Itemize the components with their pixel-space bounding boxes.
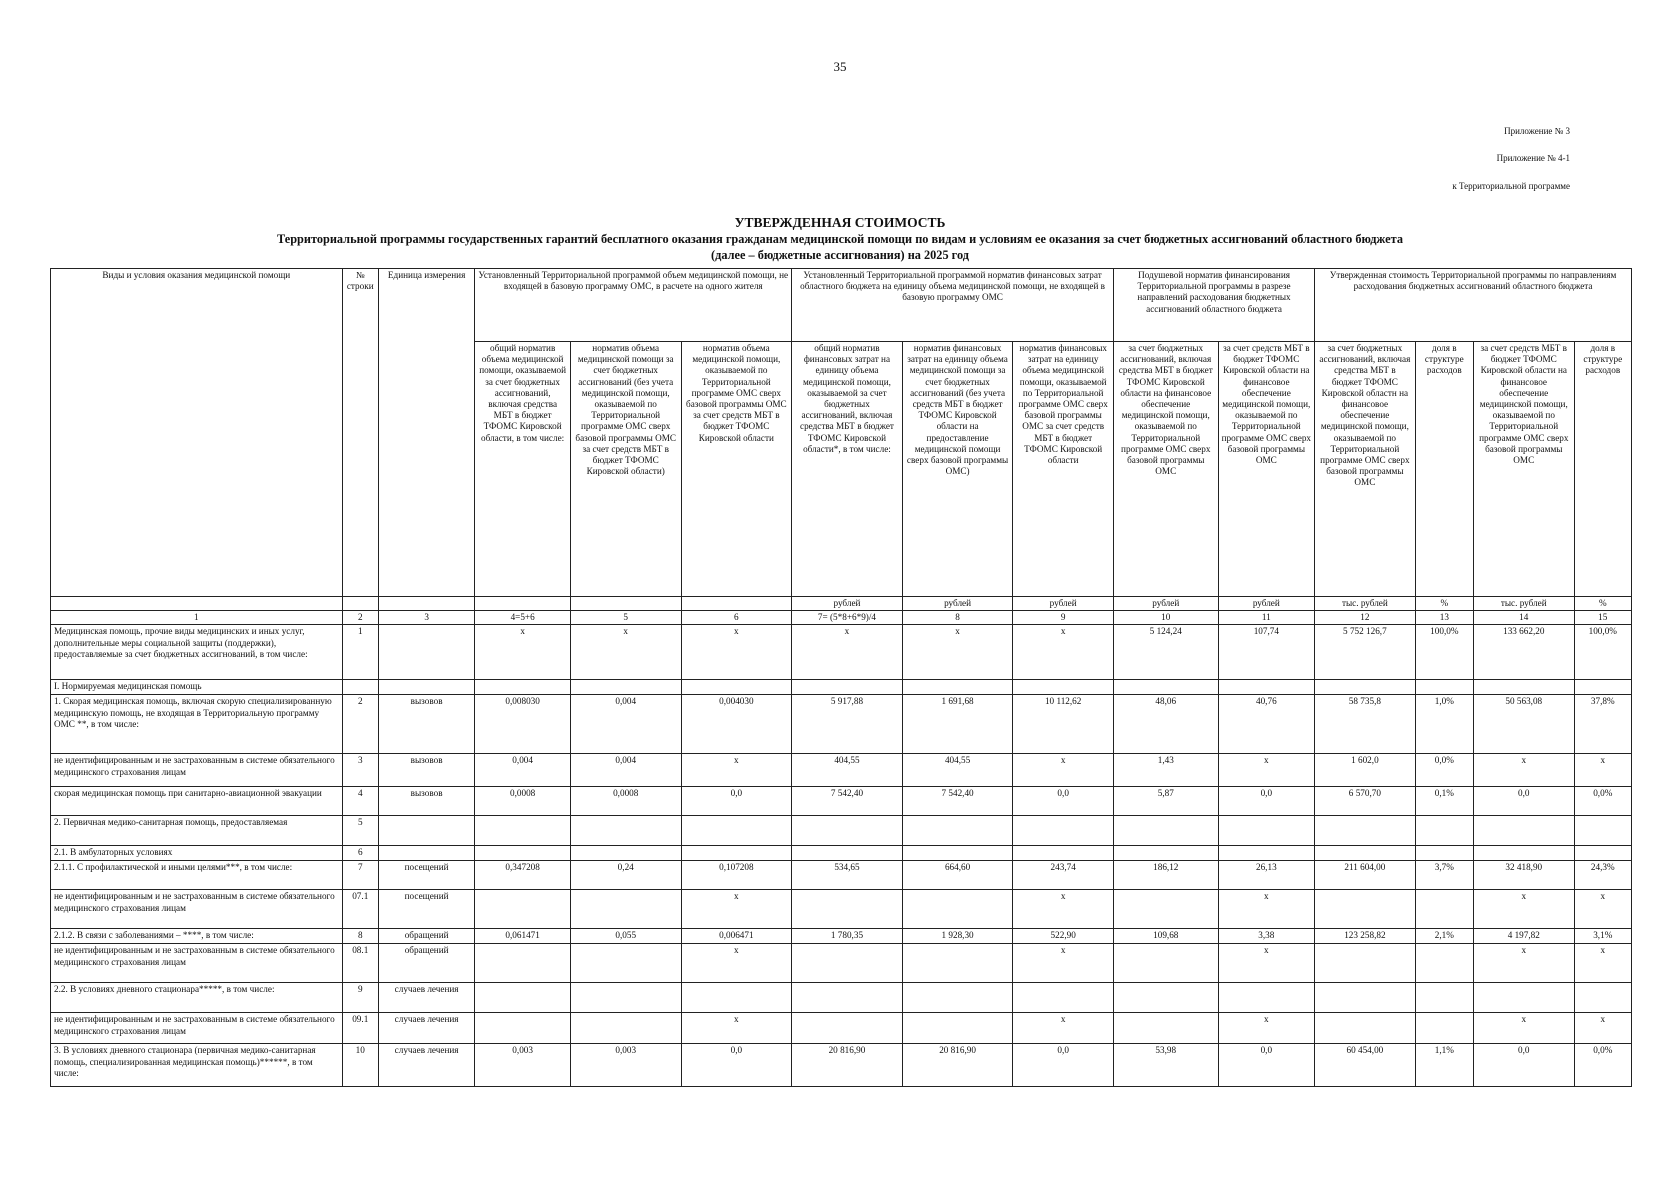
table-cell: x <box>1574 1013 1631 1044</box>
title-line-2: Территориальной программы государственных гарантий бесплатного оказания гражданам медицинской помощи по видам и условиям ее оказания за счет бюджетных ассигнований областного бюджета <box>277 232 1403 246</box>
table-cell: x <box>1218 1013 1315 1044</box>
header-cell: № строки <box>342 269 378 597</box>
cost-table <box>50 268 1632 1087</box>
table-cell <box>1415 846 1473 861</box>
table-cell <box>681 680 792 695</box>
unit-cell: рублей <box>1218 597 1315 611</box>
row-label: 2. Первичная медико-санитарная помощь, предоставляемая <box>51 816 343 846</box>
table-cell: x <box>1574 890 1631 929</box>
table-cell: 5 752 126,7 <box>1315 625 1416 680</box>
table-cell <box>792 680 903 695</box>
table-cell: 243,74 <box>1013 861 1114 890</box>
table-cell: 6 570,70 <box>1315 787 1416 816</box>
header-row-groups <box>51 269 1632 342</box>
unit-cell <box>475 597 571 611</box>
column-number: 8 <box>902 611 1013 625</box>
table-cell <box>1473 983 1574 1013</box>
table-cell: 133 662,20 <box>1473 625 1574 680</box>
table-cell: 32 418,90 <box>1473 861 1574 890</box>
unit-cell: тыс. рублей <box>1473 597 1574 611</box>
table-cell: 0,0 <box>681 1044 792 1087</box>
table-cell <box>902 983 1013 1013</box>
table-cell: 0,0 <box>1218 787 1315 816</box>
table-cell: x <box>475 625 571 680</box>
table-cell <box>1415 944 1473 983</box>
table-cell: 0,24 <box>570 861 681 890</box>
table-cell <box>1473 846 1574 861</box>
table-cell: обращений <box>378 929 475 944</box>
row-label: не идентифицированным и не застрахованным в системе обязательного медицинского страхования лицам <box>51 1013 343 1044</box>
table-cell: x <box>1013 944 1114 983</box>
table-cell: 0,0008 <box>570 787 681 816</box>
table-cell <box>475 944 571 983</box>
table-cell: x <box>1013 1013 1114 1044</box>
table-cell: x <box>1013 890 1114 929</box>
table-cell: 37,8% <box>1574 695 1631 754</box>
table-cell <box>681 846 792 861</box>
table-cell: посещений <box>378 890 475 929</box>
table-cell: 0,003 <box>570 1044 681 1087</box>
table-cell: посещений <box>378 861 475 890</box>
row-label: 3. В условиях дневного стационара (первичная медико-санитарная помощь, специализированная медицинская помощь)******, в том числе: <box>51 1044 343 1087</box>
table-cell <box>1315 890 1416 929</box>
table-cell: x <box>1218 890 1315 929</box>
table-cell: 4 <box>342 787 378 816</box>
unit-cell: % <box>1415 597 1473 611</box>
column-number: 5 <box>570 611 681 625</box>
table-cell <box>570 680 681 695</box>
table-cell: обращений <box>378 944 475 983</box>
subheader-cell: за счет средств МБТ в бюджет ТФОМС Кировской области на финансовое обеспечение медицинской помощи, оказываемой по Территориальной программе ОМС сверх базовой программы ОМС <box>1473 342 1574 597</box>
table-cell <box>1315 680 1416 695</box>
table-cell <box>792 983 903 1013</box>
table-cell <box>1415 983 1473 1013</box>
units-row <box>51 597 1632 611</box>
table-cell: 9 <box>342 983 378 1013</box>
unit-cell <box>342 597 378 611</box>
table-cell <box>475 983 571 1013</box>
appendix-line: Приложение № 4-1 <box>1496 153 1570 163</box>
table-cell <box>378 846 475 861</box>
table-cell <box>378 816 475 846</box>
table-cell: 6 <box>342 846 378 861</box>
table-cell: x <box>570 625 681 680</box>
table-cell: 123 258,82 <box>1315 929 1416 944</box>
table-row <box>51 680 1632 695</box>
table-cell <box>902 816 1013 846</box>
table-row <box>51 861 1632 890</box>
table-row <box>51 787 1632 816</box>
table-cell: 0,004 <box>475 754 571 787</box>
table-cell: 7 <box>342 861 378 890</box>
table-cell <box>1415 680 1473 695</box>
table-body <box>51 625 1632 1087</box>
row-label: не идентифицированным и не застрахованным в системе обязательного медицинского страхования лицам <box>51 890 343 929</box>
table-cell <box>570 983 681 1013</box>
table-cell: x <box>1218 944 1315 983</box>
table-cell <box>1574 983 1631 1013</box>
unit-cell <box>378 597 475 611</box>
table-cell: x <box>1574 754 1631 787</box>
table-cell: 2,1% <box>1415 929 1473 944</box>
table-cell: 0,004030 <box>681 695 792 754</box>
column-number-row <box>51 611 1632 625</box>
table-cell <box>1415 890 1473 929</box>
table-cell <box>570 890 681 929</box>
subheader-cell: общий норматив финансовых затрат на единицу объема медицинской помощи, оказываемой за счет бюджетных ассигнований, включая средства МБТ в бюджет ТФОМС Кировской области*, в том числе: <box>792 342 903 597</box>
table-cell: 20 816,90 <box>902 1044 1013 1087</box>
table-cell: 40,76 <box>1218 695 1315 754</box>
table-cell: 5 <box>342 816 378 846</box>
table-cell <box>378 625 475 680</box>
table-cell: вызовов <box>378 787 475 816</box>
table-cell: 1,0% <box>1415 695 1473 754</box>
table-cell <box>570 846 681 861</box>
row-label: Медицинская помощь, прочие виды медицинских и иных услуг, дополнительные меры социальной защиты (поддержки), предоставляемые за счет бюджетных ассигнований, в том числе: <box>51 625 343 680</box>
table-cell: 522,90 <box>1013 929 1114 944</box>
table-cell <box>1315 816 1416 846</box>
table-cell <box>1473 816 1574 846</box>
table-cell <box>1013 816 1114 846</box>
table-cell <box>1574 680 1631 695</box>
table-cell <box>378 680 475 695</box>
table-cell: 2 <box>342 695 378 754</box>
table-cell: 404,55 <box>792 754 903 787</box>
table-cell: 3,7% <box>1415 861 1473 890</box>
table-cell <box>1315 1013 1416 1044</box>
column-number: 3 <box>378 611 475 625</box>
table-cell <box>1218 846 1315 861</box>
table-cell: 0,0 <box>1218 1044 1315 1087</box>
table-cell <box>1113 983 1218 1013</box>
table-cell: x <box>681 1013 792 1044</box>
table-cell: 10 112,62 <box>1013 695 1114 754</box>
table-cell: 0,1% <box>1415 787 1473 816</box>
header-group: Подушевой норматив финансирования Территориальной программы в разрезе направлений расходования бюджетных ассигнований областного бюджета <box>1113 269 1314 342</box>
column-number: 6 <box>681 611 792 625</box>
table-cell: 09.1 <box>342 1013 378 1044</box>
column-number: 2 <box>342 611 378 625</box>
table-cell: 7 542,40 <box>792 787 903 816</box>
table-cell: 0,061471 <box>475 929 571 944</box>
unit-cell: рублей <box>1113 597 1218 611</box>
table-cell: 0,0 <box>1473 1044 1574 1087</box>
table-row <box>51 944 1632 983</box>
table-cell: 1 <box>342 625 378 680</box>
table-cell <box>1218 816 1315 846</box>
table-row <box>51 929 1632 944</box>
table-cell: 3,38 <box>1218 929 1315 944</box>
table-cell: 58 735,8 <box>1315 695 1416 754</box>
table-cell <box>1013 846 1114 861</box>
unit-cell: % <box>1574 597 1631 611</box>
row-label: скорая медицинская помощь при санитарно-авиационной эвакуации <box>51 787 343 816</box>
row-label: 2.1.2. В связи с заболеваниями – ****, в том числе: <box>51 929 343 944</box>
subheader-cell: доля в структуре расходов <box>1415 342 1473 597</box>
unit-cell <box>570 597 681 611</box>
table-cell <box>1473 680 1574 695</box>
table-cell: случаев лечения <box>378 983 475 1013</box>
subheader-cell: за счет бюджетных ассигнований, включая средства МБТ в бюджет ТФОМС Кировской области на финансовое обеспечение медицинской помощи, оказываемой по Территориальной программе ОМС сверх базовой программы ОМС <box>1113 342 1218 597</box>
table-cell: 5 124,24 <box>1113 625 1218 680</box>
table-cell: 109,68 <box>1113 929 1218 944</box>
unit-cell: рублей <box>902 597 1013 611</box>
document-title <box>0 214 1680 263</box>
row-label: I. Нормируемая медицинская помощь <box>51 680 343 695</box>
table-cell <box>570 816 681 846</box>
table-cell: 1,1% <box>1415 1044 1473 1087</box>
table-cell: 664,60 <box>902 861 1013 890</box>
unit-cell: рублей <box>1013 597 1114 611</box>
appendix-line: Приложение № 3 <box>1504 126 1570 136</box>
column-number: 1 <box>51 611 343 625</box>
table-cell <box>570 1013 681 1044</box>
table-cell: 5 917,88 <box>792 695 903 754</box>
table-cell <box>1113 846 1218 861</box>
table-cell: 100,0% <box>1574 625 1631 680</box>
unit-cell: тыс. рублей <box>1315 597 1416 611</box>
table-cell <box>1013 983 1114 1013</box>
table-row <box>51 890 1632 929</box>
table-cell: 0,0 <box>681 787 792 816</box>
table-cell: 211 604,00 <box>1315 861 1416 890</box>
table-row <box>51 1013 1632 1044</box>
table-cell <box>1315 983 1416 1013</box>
table-cell: 0,0% <box>1415 754 1473 787</box>
table-cell: 50 563,08 <box>1473 695 1574 754</box>
table-cell: x <box>681 625 792 680</box>
table-cell: 100,0% <box>1415 625 1473 680</box>
table-cell: 10 <box>342 1044 378 1087</box>
table-cell: 1 928,30 <box>902 929 1013 944</box>
table-cell: 0,0% <box>1574 787 1631 816</box>
table-cell <box>1574 846 1631 861</box>
table-row <box>51 1044 1632 1087</box>
row-label: 2.1.1. С профилактической и иными целями***, в том числе: <box>51 861 343 890</box>
table-cell <box>1315 944 1416 983</box>
table-cell: 0,003 <box>475 1044 571 1087</box>
column-number: 10 <box>1113 611 1218 625</box>
table-cell <box>792 944 903 983</box>
column-number: 12 <box>1315 611 1416 625</box>
table-cell: 48,06 <box>1113 695 1218 754</box>
header-group: Установленный Территориальной программой норматив финансовых затрат областного бюджета на единицу объема медицинской помощи, не входящей в базовую программу ОМС <box>792 269 1114 342</box>
table-cell <box>1415 816 1473 846</box>
table-cell: x <box>1473 890 1574 929</box>
column-number: 9 <box>1013 611 1114 625</box>
table-cell: x <box>1574 944 1631 983</box>
unit-cell <box>681 597 792 611</box>
table-cell: 534,65 <box>792 861 903 890</box>
table-cell: 0,0% <box>1574 1044 1631 1087</box>
table-row <box>51 983 1632 1013</box>
table-cell: 8 <box>342 929 378 944</box>
row-label: 1. Скорая медицинская помощь, включая скорую специализированную медицинскую помощь, не входящая в Территориальную программу ОМС **, в том числе: <box>51 695 343 754</box>
table-cell <box>570 944 681 983</box>
subheader-cell: общий норматив объема медицинской помощи, оказываемой за счет бюджетных ассигнований, включая средства МБТ в бюджет ТФОМС Кировской области, в том числе: <box>475 342 571 597</box>
table-cell: x <box>792 625 903 680</box>
table-cell: 0,0 <box>1013 787 1114 816</box>
appendix-line: к Территориальной программе <box>1452 181 1570 191</box>
header-group: Утвержденная стоимость Территориальной программы по направлениям расходования бюджетных ассигнований областного бюджета <box>1315 269 1632 342</box>
table-cell <box>1113 816 1218 846</box>
table-cell <box>475 890 571 929</box>
table-row <box>51 754 1632 787</box>
table-cell: 26,13 <box>1218 861 1315 890</box>
subheader-cell: за счет бюджетных ассигнований, включая средства МБТ в бюджет ТФОМС Кировской областн на финансовое обеспечение медицинской помощи, оказываемой по Территориальной программе ОМС сверх базовой программы ОМС <box>1315 342 1416 597</box>
table-cell <box>1218 983 1315 1013</box>
table-row <box>51 816 1632 846</box>
table-row <box>51 695 1632 754</box>
table-cell <box>475 846 571 861</box>
table-cell: 1 602,0 <box>1315 754 1416 787</box>
table-cell: 1 691,68 <box>902 695 1013 754</box>
table-cell: x <box>1013 625 1114 680</box>
title-line-1: УТВЕРЖДЕННАЯ СТОИМОСТЬ <box>734 215 946 230</box>
column-number: 11 <box>1218 611 1315 625</box>
table-row <box>51 625 1632 680</box>
table-cell: 0,006471 <box>681 929 792 944</box>
table-cell: 0,0 <box>1473 787 1574 816</box>
table-cell: 07.1 <box>342 890 378 929</box>
table-cell: 60 454,00 <box>1315 1044 1416 1087</box>
header-cell: Виды и условия оказания медицинской помощи <box>51 269 343 597</box>
table-cell: x <box>681 754 792 787</box>
table-cell: 4 197,82 <box>1473 929 1574 944</box>
table-cell: x <box>1473 1013 1574 1044</box>
table-cell: вызовов <box>378 695 475 754</box>
table-cell: 0,008030 <box>475 695 571 754</box>
table-cell: 0,107208 <box>681 861 792 890</box>
table-cell <box>1013 680 1114 695</box>
table-cell <box>902 1013 1013 1044</box>
table-cell: 3,1% <box>1574 929 1631 944</box>
table-cell: x <box>1473 754 1574 787</box>
table-cell: 186,12 <box>1113 861 1218 890</box>
table-cell: 404,55 <box>902 754 1013 787</box>
subheader-cell: за счет средств МБТ в бюджет ТФОМС Кировской области на финансовое обеспечение медицинской помощи, оказываемой по Территориальной программе ОМС сверх базовой программы ОМС <box>1218 342 1315 597</box>
table-cell <box>792 890 903 929</box>
table-cell <box>792 846 903 861</box>
title-line-3: (далее – бюджетные ассигнования) на 2025 год <box>711 248 969 262</box>
table-cell: случаев лечения <box>378 1013 475 1044</box>
table-cell: 1 780,35 <box>792 929 903 944</box>
subheader-cell: норматив объема медицинской помощи за счет бюджетных ассигнований (без учета медицинской помощи, оказываемой по Территориальной программе ОМС сверх базовой программы ОМС за счет средств МБТ в бюджет ТФОМС Кировской области) <box>570 342 681 597</box>
table-cell: 1,43 <box>1113 754 1218 787</box>
table-cell <box>475 816 571 846</box>
table-cell: 0,347208 <box>475 861 571 890</box>
table-cell <box>681 983 792 1013</box>
table-cell: x <box>681 944 792 983</box>
table-cell: 0,0008 <box>475 787 571 816</box>
table-cell <box>792 1013 903 1044</box>
table-cell: x <box>681 890 792 929</box>
row-label: не идентифицированным и не застрахованным в системе обязательного медицинского страхования лицам <box>51 754 343 787</box>
table-cell: 3 <box>342 754 378 787</box>
table-cell: 107,74 <box>1218 625 1315 680</box>
page-number: 35 <box>833 59 847 74</box>
table-cell <box>1218 680 1315 695</box>
table-row <box>51 846 1632 861</box>
table-cell: случаев лечения <box>378 1044 475 1087</box>
table-cell: 0,004 <box>570 695 681 754</box>
row-label: не идентифицированным и не застрахованным в системе обязательного медицинского страхования лицам <box>51 944 343 983</box>
table-cell: 08.1 <box>342 944 378 983</box>
row-label: 2.2. В условиях дневного стационара*****, в том числе: <box>51 983 343 1013</box>
header-group: Установленный Территориальной программой объем медицинской помощи, не входящей в базовую программу ОМС, в расчете на одного жителя <box>475 269 792 342</box>
table-cell: 0,0 <box>1013 1044 1114 1087</box>
column-number: 7= (5*8+6*9)/4 <box>792 611 903 625</box>
table-cell <box>1415 1013 1473 1044</box>
table-cell <box>1113 680 1218 695</box>
table-cell <box>342 680 378 695</box>
column-number: 14 <box>1473 611 1574 625</box>
table-cell <box>792 816 903 846</box>
subheader-cell: норматив финансовых затрат на единицу объема медицинской помощи, оказываемой по Территориальной программе ОМС сверх базовой программы ОМС за счет средств МБТ в бюджет ТФОМС Кировской области <box>1013 342 1114 597</box>
row-label: 2.1. В амбулаторных условиях <box>51 846 343 861</box>
table-cell: 7 542,40 <box>902 787 1013 816</box>
table-cell <box>1574 816 1631 846</box>
header-cell: Единица измерения <box>378 269 475 597</box>
table-cell <box>1113 1013 1218 1044</box>
table-cell: 0,004 <box>570 754 681 787</box>
table-cell <box>475 680 571 695</box>
table-cell <box>902 846 1013 861</box>
column-number: 15 <box>1574 611 1631 625</box>
column-number: 4=5+6 <box>475 611 571 625</box>
table-cell: вызовов <box>378 754 475 787</box>
table-cell: 24,3% <box>1574 861 1631 890</box>
subheader-cell: норматив финансовых затрат на единицу объема медицинской помощи за счет бюджетных ассигнований (без учета средств МБТ в бюджет ТФОМС Кировской области на предоставление медицинской помощи сверх базовой программы ОМС) <box>902 342 1013 597</box>
table-cell <box>902 680 1013 695</box>
table-cell <box>475 1013 571 1044</box>
table-cell <box>902 944 1013 983</box>
table-cell: 5,87 <box>1113 787 1218 816</box>
table-cell <box>1315 846 1416 861</box>
table-cell: x <box>1473 944 1574 983</box>
table-cell: x <box>1013 754 1114 787</box>
table-cell <box>681 816 792 846</box>
table-cell: x <box>902 625 1013 680</box>
table-cell: 20 816,90 <box>792 1044 903 1087</box>
table-cell: 0,055 <box>570 929 681 944</box>
table-cell: 53,98 <box>1113 1044 1218 1087</box>
unit-cell <box>51 597 343 611</box>
table-cell <box>1113 890 1218 929</box>
unit-cell: рублей <box>792 597 903 611</box>
table-cell <box>1113 944 1218 983</box>
subheader-cell: норматив объема медицинской помощи, оказываемой по Территориальной программе ОМС сверх базовой программы ОМС за счет средств МБТ в бюджет ТФОМС Кировской области <box>681 342 792 597</box>
table-cell: x <box>1218 754 1315 787</box>
subheader-cell: доля в структуре расходов <box>1574 342 1631 597</box>
column-number: 13 <box>1415 611 1473 625</box>
table-cell <box>902 890 1013 929</box>
